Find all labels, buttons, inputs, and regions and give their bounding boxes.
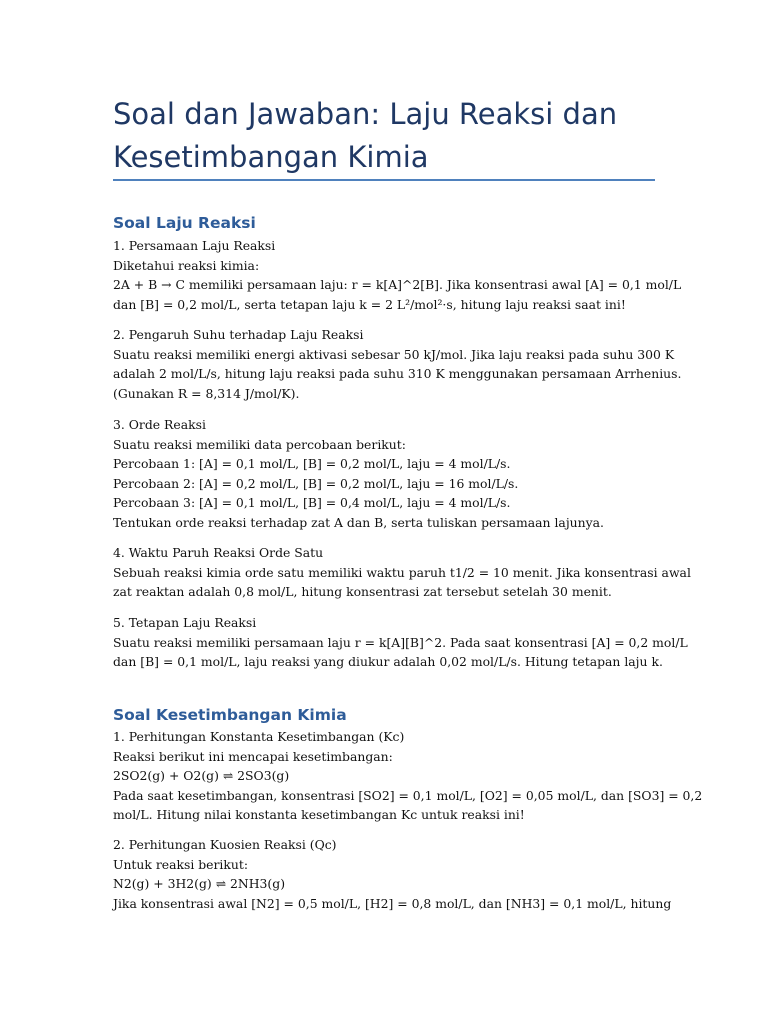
question-line: N2(g) + 3H2(g) ⇌ 2NH3(g) xyxy=(113,876,286,891)
question-line: 2A + B → C memiliki persamaan laju: r = k[A]^2[B]. Jika konsentrasi awal [A] = 0,1 mol/L xyxy=(113,277,682,292)
question-line: Pada saat kesetimbangan, konsentrasi [SO2] = 0,1 mol/L, [O2] = 0,05 mol/L, dan [SO3] = 0,2 xyxy=(113,787,703,803)
question-line: Percobaan 3: [A] = 0,1 mol/L, [B] = 0,4 mol/L, laju = 4 mol/L/s. xyxy=(113,495,511,510)
question-line: Tentukan orde reaksi terhadap zat A dan B, serta tuliskan persamaan lajunya. xyxy=(113,514,604,530)
question-line: 1. Perhitungan Konstanta Kesetimbangan (Kc) xyxy=(113,729,405,744)
question-laju-2 xyxy=(113,325,682,403)
question-line: Untuk reaksi berikut: xyxy=(113,856,249,872)
title-divider xyxy=(113,179,655,181)
question-line: mol/L. Hitung nilai konstanta kesetimbangan Kc untuk reaksi ini! xyxy=(113,807,525,822)
question-line: Diketahui reaksi kimia: xyxy=(113,257,260,273)
question-line: 1. Persamaan Laju Reaksi xyxy=(113,238,276,253)
question-line: zat reaktan adalah 0,8 mol/L, hitung konsentrasi zat tersebut setelah 30 menit. xyxy=(113,584,612,599)
question-line: 2. Perhitungan Kuosien Reaksi (Qc) xyxy=(113,837,337,852)
question-laju-5 xyxy=(113,613,688,672)
question-line: dan [B] = 0,2 mol/L, serta tetapan laju k = 2 L²/mol²·s, hitung laju reaksi saat ini! xyxy=(113,296,626,312)
question-line: Sebuah reaksi kimia orde satu memiliki waktu paruh t1/2 = 10 menit. Jika konsentrasi awal xyxy=(113,564,691,580)
question-line: 5. Tetapan Laju Reaksi xyxy=(113,615,257,630)
question-line: Suatu reaksi memiliki persamaan laju r = k[A][B]^2. Pada saat konsentrasi [A] = 0,2 mol/L xyxy=(113,634,688,650)
question-kesetimbangan-1 xyxy=(113,727,703,825)
question-laju-4 xyxy=(113,543,691,602)
question-line: (Gunakan R = 8,314 J/mol/K). xyxy=(113,385,300,401)
question-line: adalah 2 mol/L/s, hitung laju reaksi pada suhu 310 K menggunakan persamaan Arrhenius. xyxy=(113,366,682,381)
section-heading-kesetimbangan: Soal Kesetimbangan Kimia xyxy=(113,706,347,724)
document-title xyxy=(113,93,673,179)
question-line: 2. Pengaruh Suhu terhadap Laju Reaksi xyxy=(113,327,364,342)
section-heading-laju-reaksi: Soal Laju Reaksi xyxy=(113,214,256,232)
question-line: Percobaan 2: [A] = 0,2 mol/L, [B] = 0,2 mol/L, laju = 16 mol/L/s. xyxy=(113,475,519,491)
question-line: 3. Orde Reaksi xyxy=(113,417,206,432)
title-line-1: Soal dan Jawaban: Laju Reaksi dan xyxy=(113,97,618,131)
question-kesetimbangan-2 xyxy=(113,835,673,913)
question-line: Percobaan 1: [A] = 0,1 mol/L, [B] = 0,2 mol/L, laju = 4 mol/L/s. xyxy=(113,456,511,471)
question-line: dan [B] = 0,1 mol/L, laju reaksi yang diukur adalah 0,02 mol/L/s. Hitung tetapan laju k. xyxy=(113,654,663,669)
question-laju-3 xyxy=(113,415,673,532)
title-line-2: Kesetimbangan Kimia xyxy=(113,140,429,174)
question-line: Suatu reaksi memiliki data percobaan berikut: xyxy=(113,436,406,452)
question-line: 4. Waktu Paruh Reaksi Orde Satu xyxy=(113,545,324,560)
question-line: Suatu reaksi memiliki energi aktivasi sebesar 50 kJ/mol. Jika laju reaksi pada suhu 300 K xyxy=(113,346,675,362)
question-line: 2SO2(g) + O2(g) ⇌ 2SO3(g) xyxy=(113,768,290,783)
question-line: Jika konsentrasi awal [N2] = 0,5 mol/L, [H2] = 0,8 mol/L, dan [NH3] = 0,1 mol/L, hitung xyxy=(113,895,672,911)
question-laju-1 xyxy=(113,236,682,314)
question-line: Reaksi berikut ini mencapai kesetimbangan: xyxy=(113,748,393,764)
